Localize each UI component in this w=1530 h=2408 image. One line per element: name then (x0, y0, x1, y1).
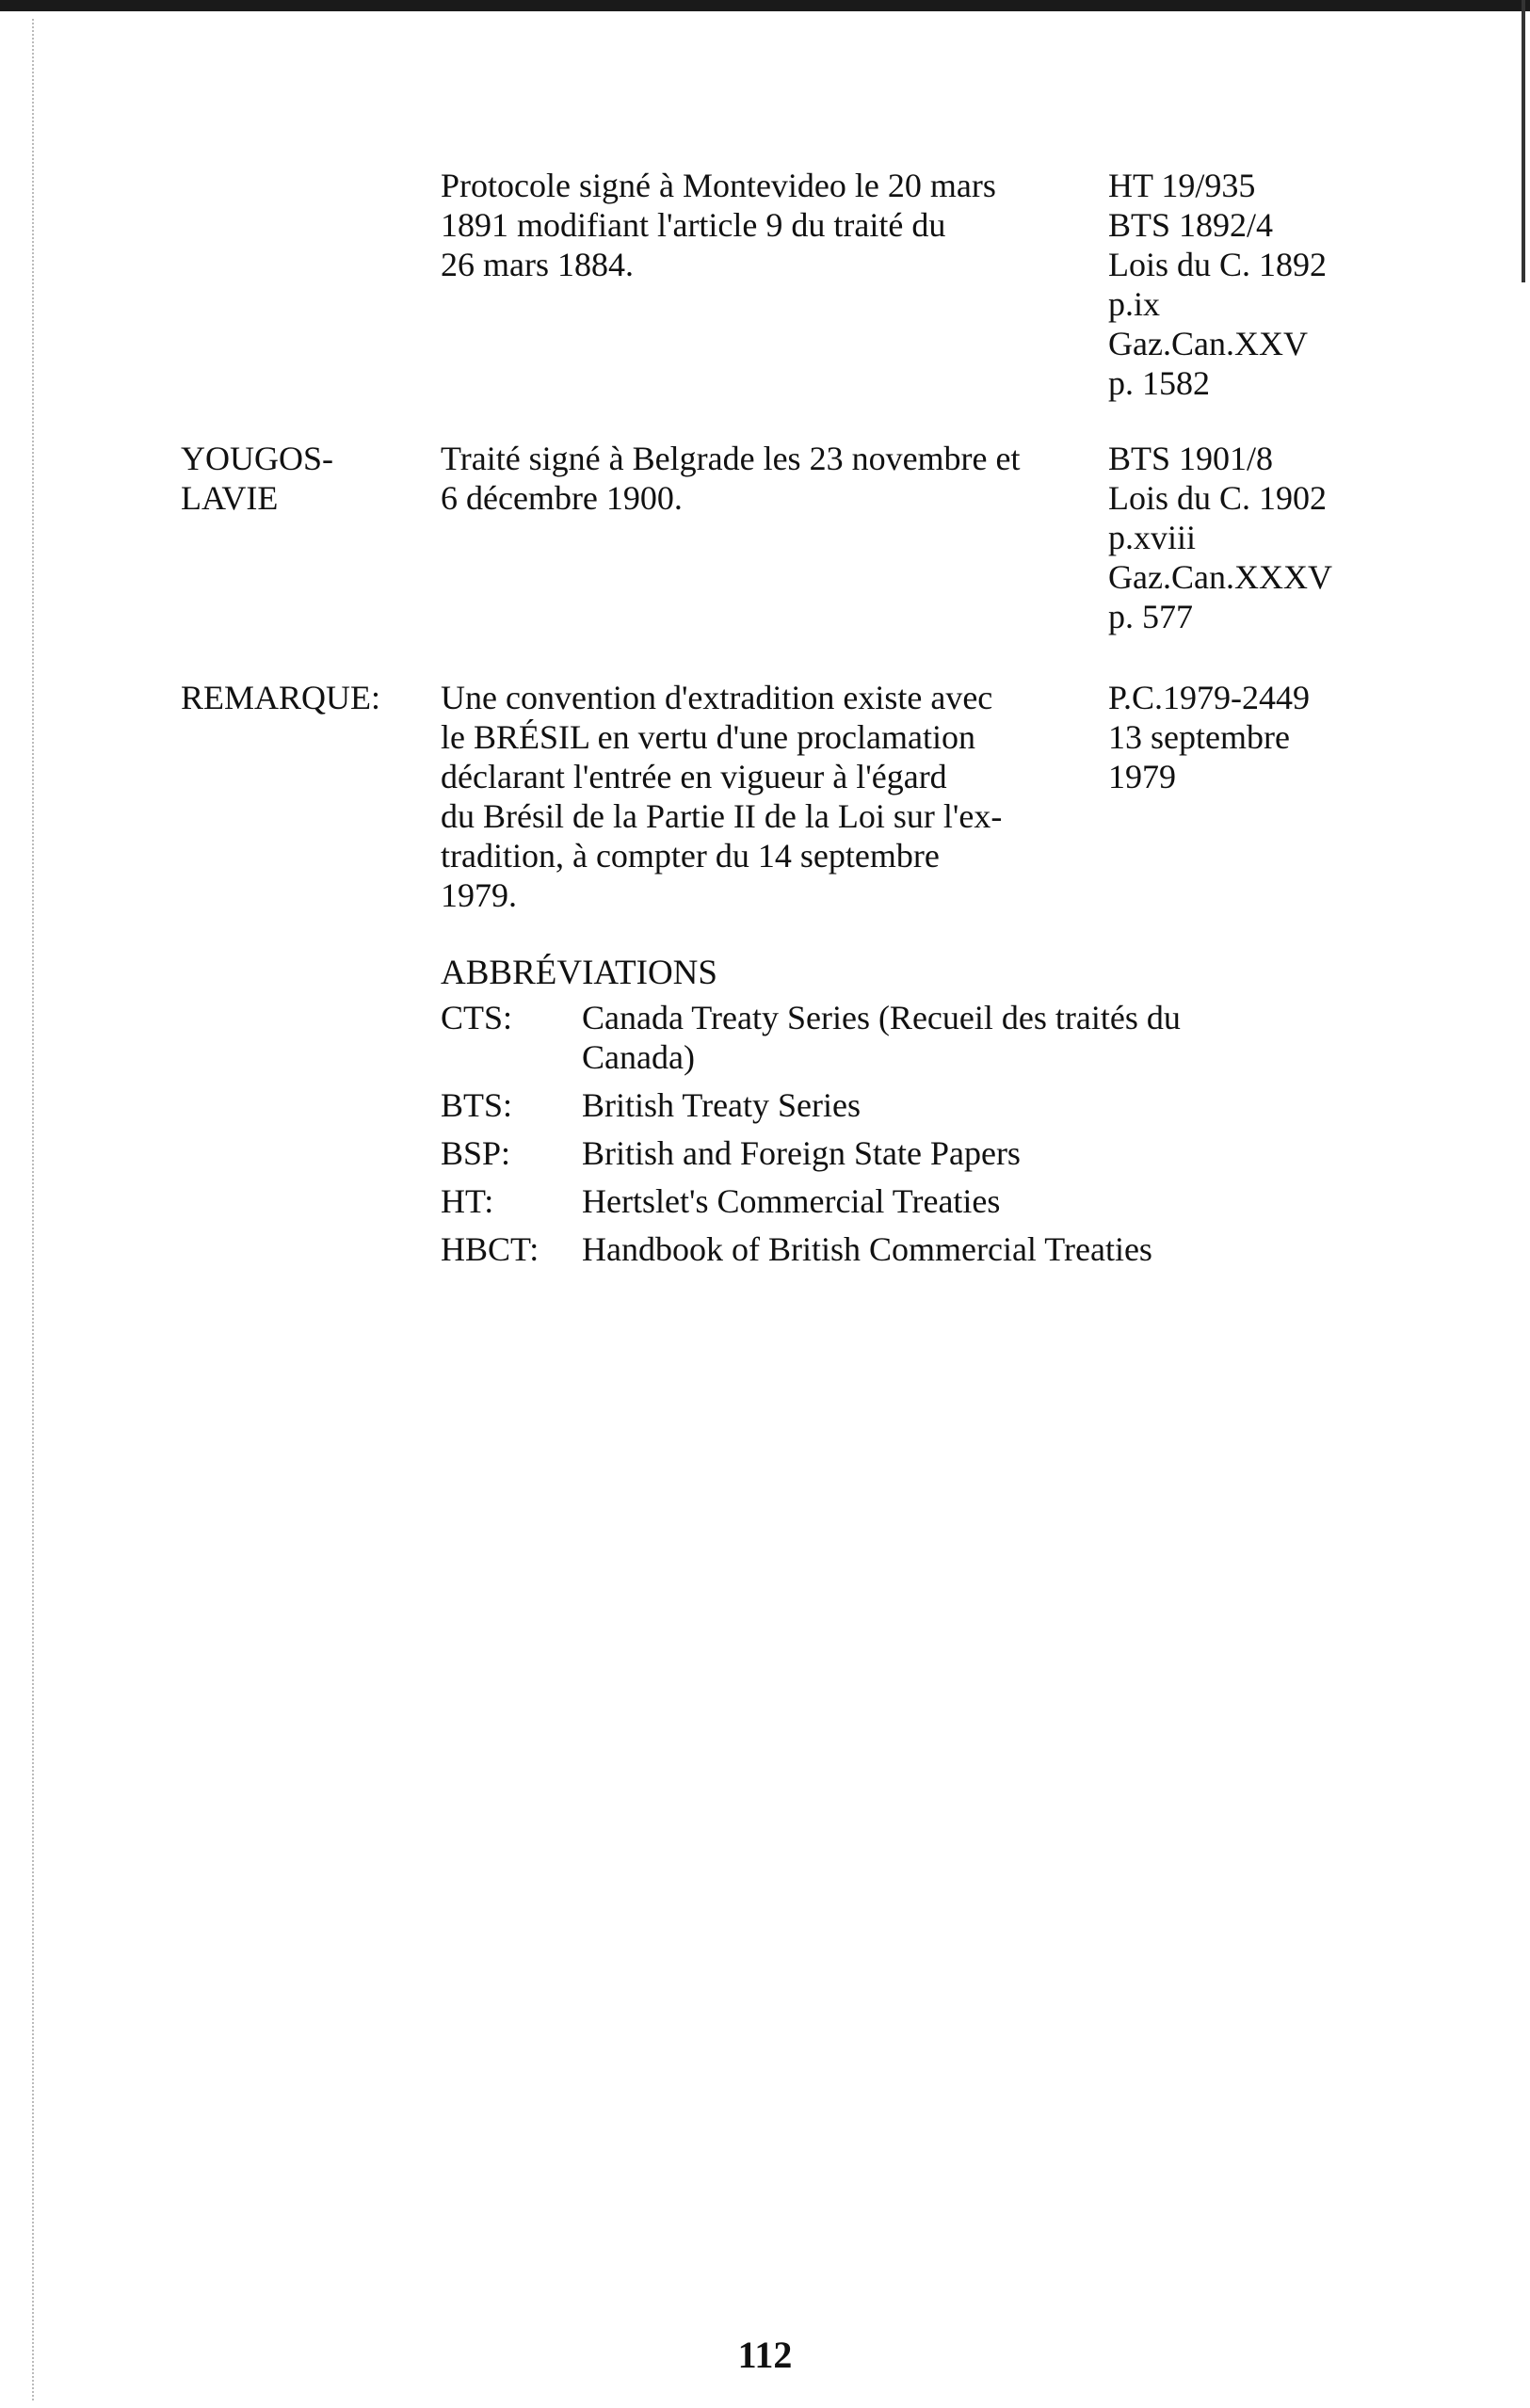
page-number: 112 (737, 2334, 793, 2376)
abbreviation-code: BSP: (441, 1134, 511, 1172)
treaty-description (441, 439, 1062, 518)
abbreviation-meaning (582, 1181, 1476, 1221)
description-line: Une convention d'extradition existe avec (441, 679, 993, 716)
reference-line: Gaz.Can.XXXV (1108, 558, 1332, 596)
abbreviation-meaning-line: British and Foreign State Papers (582, 1134, 1021, 1172)
abbreviation-meaning-line: Canada) (582, 1038, 695, 1076)
abbreviation-meaning (582, 998, 1476, 1077)
reference-line: p.ix (1108, 285, 1161, 323)
country-name (181, 439, 416, 518)
abbreviation-item (441, 1085, 1476, 1125)
description-line: du Brésil de la Partie II de la Loi sur l'ex- (441, 797, 1003, 835)
description-line: déclarant l'entrée en vigueur à l'égard (441, 758, 947, 795)
abbreviation-code: BTS: (441, 1086, 513, 1124)
abbreviation-item (441, 1181, 1476, 1221)
treaty-references (1108, 166, 1504, 403)
abbreviation-code: HBCT: (441, 1230, 540, 1268)
reference-line: p. 577 (1108, 598, 1193, 635)
abbreviation-meaning-line: Canada Treaty Series (Recueil des traités du (582, 999, 1181, 1036)
abbreviations-title: ABBRÉVIATIONS (441, 954, 717, 992)
description-line: le BRÉSIL en vertu d'une proclamation (441, 718, 976, 756)
abbreviations-list (441, 998, 1476, 1277)
description-line: 1891 modifiant l'article 9 du traité du (441, 206, 946, 244)
description-line: 1979. (441, 876, 517, 914)
remark-label (181, 678, 416, 717)
country-line: LAVIE (181, 479, 279, 517)
reference-line: BTS 1901/8 (1108, 440, 1274, 477)
top-scan-border (0, 0, 1530, 11)
remark-label-line: REMARQUE: (181, 679, 381, 716)
reference-line: HT 19/935 (1108, 167, 1256, 204)
abbreviation-item (441, 1133, 1476, 1173)
abbreviation-item (441, 1229, 1476, 1269)
abbreviation-meaning (582, 1229, 1476, 1269)
left-scan-edge (32, 19, 34, 2400)
abbreviation-code: CTS: (441, 999, 513, 1036)
reference-line: p.xviii (1108, 519, 1197, 556)
right-scan-border (1522, 0, 1525, 282)
remark-description (441, 678, 1062, 915)
reference-line: BTS 1892/4 (1108, 206, 1274, 244)
abbreviation-meaning (582, 1133, 1476, 1173)
description-line: Traité signé à Belgrade les 23 novembre et (441, 440, 1021, 477)
description-line: 6 décembre 1900. (441, 479, 683, 517)
description-line: Protocole signé à Montevideo le 20 mars (441, 167, 996, 204)
treaty-references (1108, 439, 1504, 636)
treaty-description (441, 166, 1062, 284)
reference-line: 1979 (1108, 758, 1176, 795)
reference-line: 13 septembre (1108, 718, 1290, 756)
country-line: YOUGOS- (181, 440, 333, 477)
abbreviation-code: HT: (441, 1182, 494, 1220)
remark-references (1108, 678, 1504, 796)
reference-line: P.C.1979-2449 (1108, 679, 1311, 716)
reference-line: Gaz.Can.XXV (1108, 325, 1308, 362)
abbreviation-meaning-line: Handbook of British Commercial Treaties (582, 1230, 1152, 1268)
reference-line: Lois du C. 1902 (1108, 479, 1328, 517)
reference-line: Lois du C. 1892 (1108, 246, 1328, 283)
reference-line: p. 1582 (1108, 364, 1210, 402)
description-line: tradition, à compter du 14 septembre (441, 837, 940, 875)
abbreviation-meaning (582, 1085, 1476, 1125)
description-line: 26 mars 1884. (441, 246, 634, 283)
abbreviation-meaning-line: Hertslet's Commercial Treaties (582, 1182, 1001, 1220)
abbreviation-meaning-line: British Treaty Series (582, 1086, 862, 1124)
abbreviation-item (441, 998, 1476, 1077)
